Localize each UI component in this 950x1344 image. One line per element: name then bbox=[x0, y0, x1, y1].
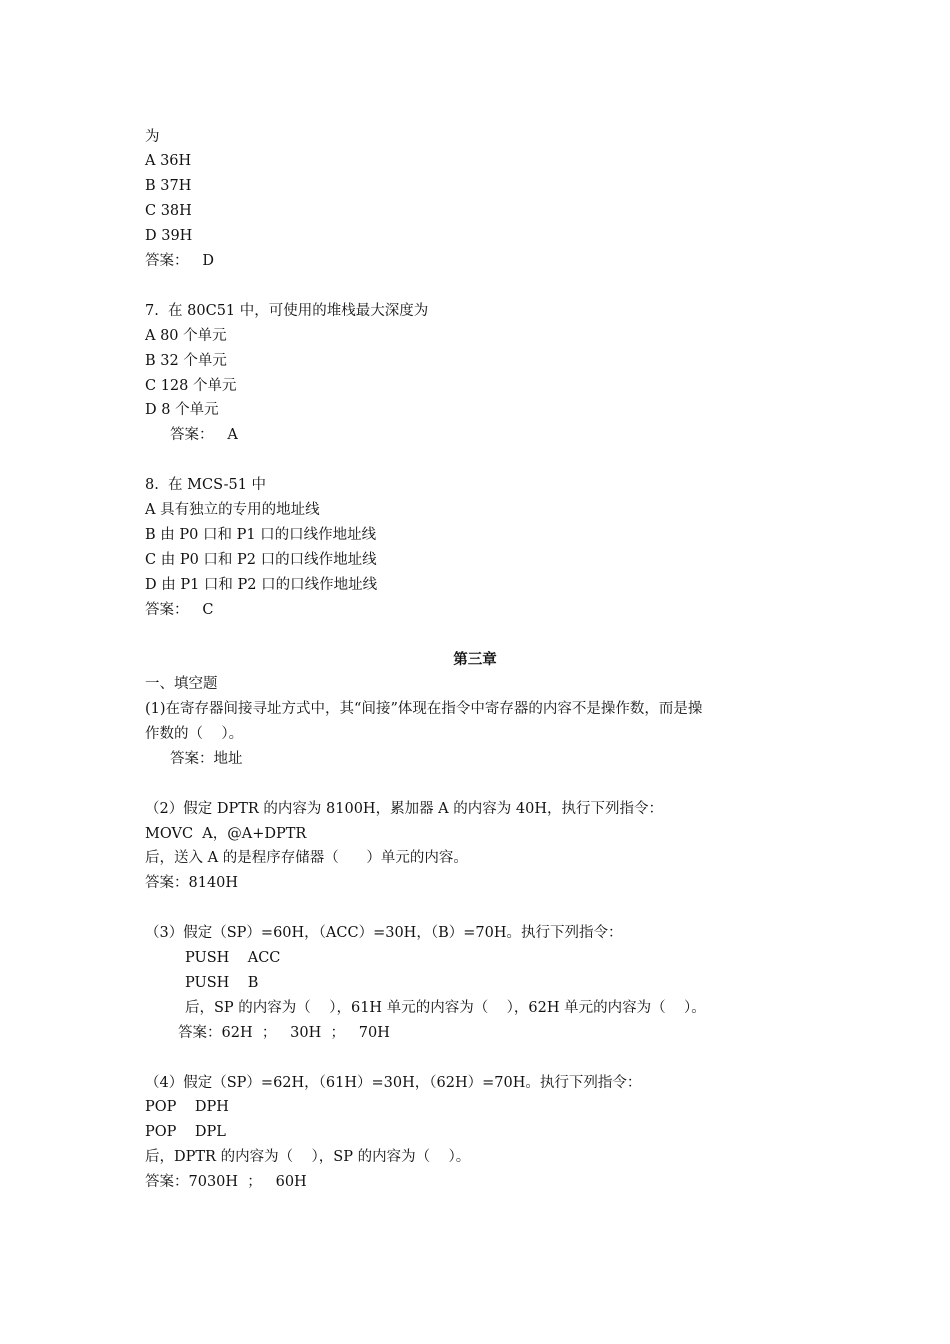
answer-line: 答案： D bbox=[145, 253, 214, 269]
question-7: 7. 在 80C51 中，可使用的堆栈最大深度为 bbox=[145, 303, 429, 319]
option-c: C 由 P0 口和 P2 口的口线作地址线 bbox=[145, 552, 377, 568]
chapter-heading: 第三章 bbox=[453, 651, 497, 668]
answer-line: 答案：地址 bbox=[170, 751, 243, 767]
instruction-line: PUSH ACC bbox=[185, 950, 281, 966]
question-2: （2）假定 DPTR 的内容为 8100H，累加器 A 的内容为 40H，执行下列指令： bbox=[145, 801, 663, 817]
answer-line: 答案：7030H ； 60H bbox=[145, 1174, 307, 1190]
text-line: 为 bbox=[145, 129, 160, 145]
question-4: （4）假定（SP）=62H，（61H）=30H，（62H）=70H。执行下列指令： bbox=[145, 1075, 642, 1091]
option-d: D 39H bbox=[145, 228, 193, 244]
option-b: B 37H bbox=[145, 178, 192, 194]
option-c: C 128 个单元 bbox=[145, 378, 237, 394]
option-a: A 具有独立的专用的地址线 bbox=[145, 502, 320, 518]
question-3: （3）假定（SP）=60H，（ACC）=30H，（B）=70H。执行下列指令： bbox=[145, 925, 623, 941]
answer-line: 答案：62H ； 30H ； 70H bbox=[178, 1025, 390, 1041]
question-1: (1)在寄存器间接寻址方式中，其“间接”体现在指令中寄存器的内容不是操作数，而是操 bbox=[145, 701, 703, 717]
question-8: 8. 在 MCS-51 中 bbox=[145, 477, 267, 493]
instruction-line: POP DPH bbox=[145, 1099, 229, 1115]
answer-line: 答案： A bbox=[170, 427, 238, 443]
question-3-cont: 后，SP 的内容为（ ），61H 单元的内容为（ ），62H 单元的内容为（ ）。 bbox=[185, 1000, 706, 1016]
instruction-line: PUSH B bbox=[185, 975, 259, 991]
instruction-line: MOVC A，@A+DPTR bbox=[145, 826, 307, 842]
answer-line: 答案： C bbox=[145, 602, 214, 618]
question-2-cont: 后，送入 A 的是程序存储器（ ）单元的内容。 bbox=[145, 850, 468, 866]
answer-line: 答案：8140H bbox=[145, 875, 239, 891]
question-1-cont: 作数的（ ）。 bbox=[145, 726, 244, 742]
section-title: 一、填空题 bbox=[145, 676, 218, 692]
option-b: B 32 个单元 bbox=[145, 353, 227, 369]
option-d: D 由 P1 口和 P2 口的口线作地址线 bbox=[145, 577, 378, 593]
option-a: A 80 个单元 bbox=[145, 328, 227, 344]
instruction-line: POP DPL bbox=[145, 1124, 226, 1140]
question-4-cont: 后，DPTR 的内容为（ ），SP 的内容为（ ）。 bbox=[145, 1149, 471, 1165]
option-c: C 38H bbox=[145, 203, 192, 219]
option-b: B 由 P0 口和 P1 口的口线作地址线 bbox=[145, 527, 377, 543]
option-d: D 8 个单元 bbox=[145, 402, 219, 418]
option-a: A 36H bbox=[145, 153, 192, 169]
